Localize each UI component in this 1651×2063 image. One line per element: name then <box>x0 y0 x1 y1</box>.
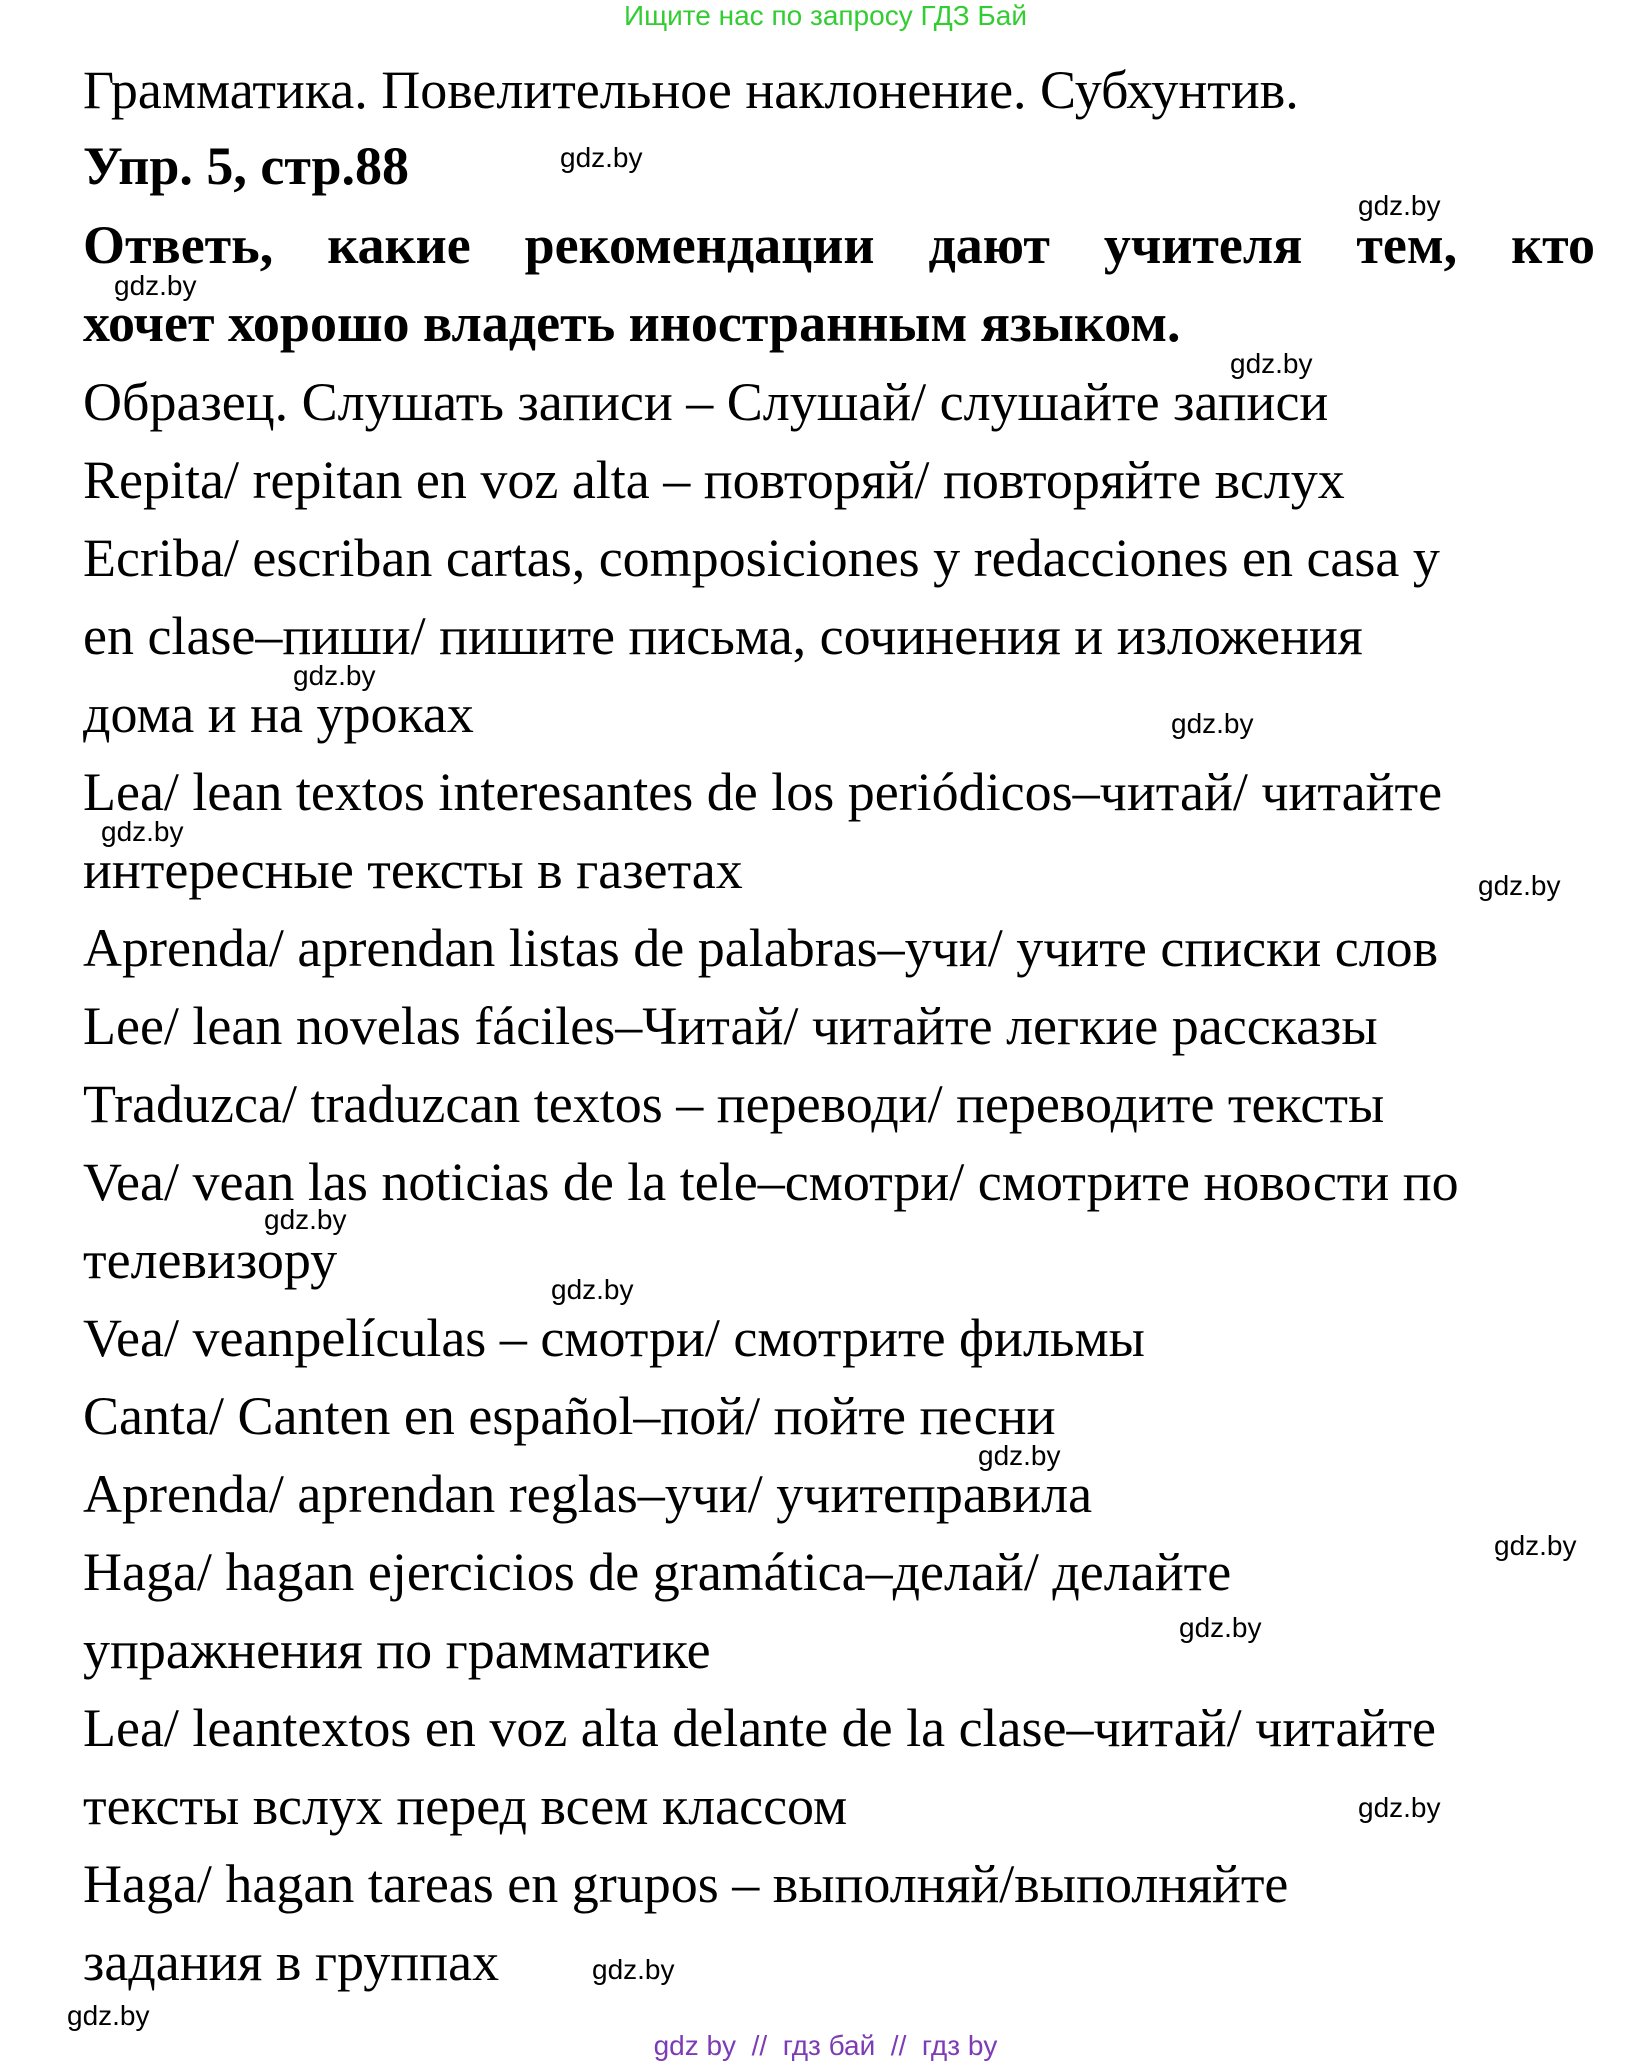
text-line: упражнения по грамматике <box>83 1620 711 1680</box>
watermark: gdz.by <box>1494 1530 1577 1561</box>
footer-links: gdz by // гдз бай // гдз by <box>653 2030 998 2061</box>
text-line: Haga/ hagan tareas en grupos – выполняй/выполняйте <box>83 1854 1289 1914</box>
watermark: gdz.by <box>1179 1612 1262 1643</box>
watermark: gdz.by <box>1478 870 1561 901</box>
text-line: Aprenda/ aprendan listas de palabras–учи/ учите списки слов <box>83 918 1439 978</box>
watermark: gdz.by <box>592 1954 675 1985</box>
text-line: Ecriba/ escriban cartas, composiciones y redacciones en casa y <box>83 528 1440 588</box>
watermark: gdz.by <box>114 270 197 301</box>
text-line: Haga/ hagan ejercicios de gramática–делай/ делайте <box>83 1542 1232 1602</box>
text-line: телевизору <box>83 1230 338 1290</box>
text-line: Traduzca/ traduzcan textos – переводи/ переводите тексты <box>83 1074 1385 1134</box>
text-line: Lea/ lean textos interesantes de los periódicos–читай/ читайте <box>83 762 1443 822</box>
text-line: Lee/ lean novelas fáciles–Читай/ читайте легкие рассказы <box>83 996 1378 1056</box>
text-line: тексты вслух перед всем классом <box>83 1776 848 1836</box>
watermark: gdz.by <box>1171 708 1254 739</box>
text-line: дома и на уроках <box>83 684 474 744</box>
text-line: Vea/ vean las noticias de la tele–смотри/ смотрите новости по <box>83 1152 1459 1212</box>
text-line: Vea/ veanpelículas – смотри/ смотрите фильмы <box>83 1308 1145 1368</box>
watermark: gdz.by <box>1358 1792 1441 1823</box>
watermark: gdz.by <box>1230 348 1313 379</box>
topic-heading: Грамматика. Повелительное наклонение. Субхунтив. <box>83 60 1299 120</box>
task-line-2: хочет хорошо владеть иностранным языком. <box>83 293 1181 353</box>
task-line-1: Ответь, какие рекомендации дают учителя тем, кто <box>83 215 1595 275</box>
watermark: gdz.by <box>101 816 184 847</box>
watermark: gdz.by <box>293 660 376 691</box>
exercise-number: Упр. 5, стр.88 <box>83 136 410 196</box>
top-banner: Ищите нас по запросу ГДЗ Бай <box>623 0 1028 31</box>
text-line: en clase–пиши/ пишите письма, сочинения и изложения <box>83 606 1363 666</box>
watermark: gdz.by <box>67 2000 150 2031</box>
text-line: Canta/ Canten en español–пой/ пойте песни <box>83 1386 1056 1446</box>
watermark: gdz.by <box>551 1274 634 1305</box>
text-line: задания в группах <box>83 1932 500 1992</box>
watermark: gdz.by <box>1358 190 1441 221</box>
text-line: Lea/ leantextos en voz alta delante de la clase–читай/ читайте <box>83 1698 1436 1758</box>
sample-line: Образец. Слушать записи – Слушай/ слушайте записи <box>83 372 1329 432</box>
watermark: gdz.by <box>264 1204 347 1235</box>
watermark: gdz.by <box>978 1440 1061 1471</box>
watermark: gdz.by <box>560 142 643 173</box>
text-line: Aprenda/ aprendan reglas–учи/ учитеправила <box>83 1464 1093 1524</box>
text-line: Repita/ repitan en voz alta – повторяй/ повторяйте вслух <box>83 450 1345 510</box>
text-line: интересные тексты в газетах <box>83 840 743 900</box>
